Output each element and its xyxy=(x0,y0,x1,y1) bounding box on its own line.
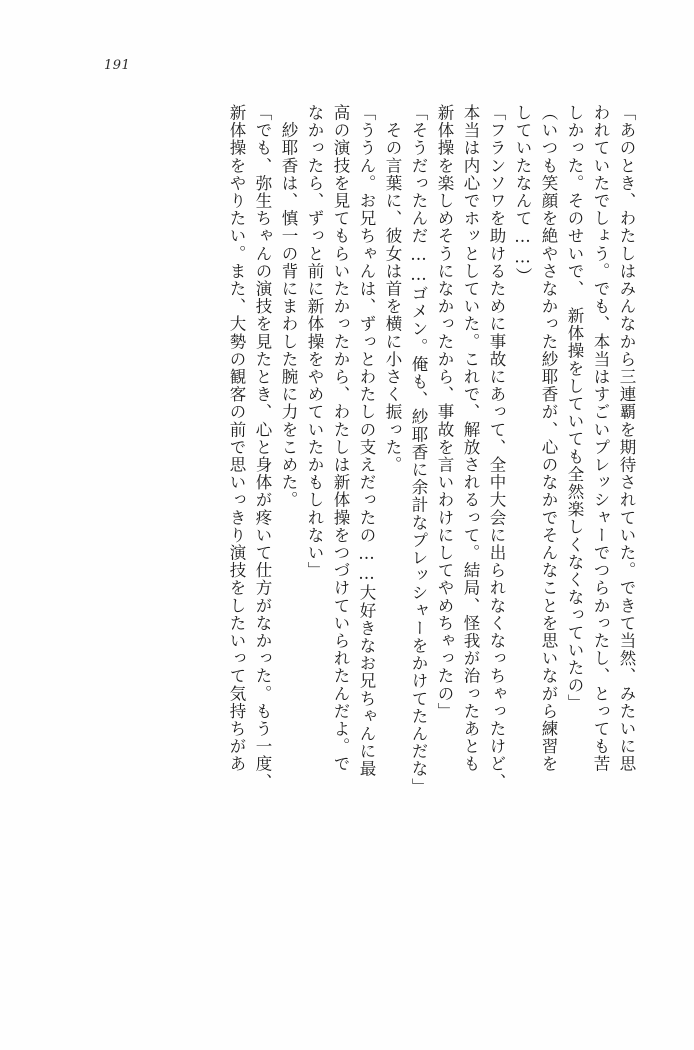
vertical-text-body xyxy=(88,104,634,934)
text-column: 新体操を楽しめそうになかったから、事故を言いわけにしてやめちゃったの」 xyxy=(435,104,454,720)
text-column: 高の演技を見てもらいたかったから、わたしは新体操をつづけていられたんだよ。で xyxy=(331,104,350,773)
text-column: われていたでしょう。でも、本当はすごいプレッシャーでつらかったし、とっても苦 xyxy=(591,104,610,773)
text-column: 新体操をやりたい。また、大勢の観客の前で思いっきり演技をしたいって気持ちがあ xyxy=(227,104,246,773)
text-column: 「ううん。お兄ちゃんは、ずっとわたしの支えだったの……大好きなお兄ちゃんに最 xyxy=(357,104,376,778)
page-number: 191 xyxy=(104,58,131,73)
text-column: していたなんて……） xyxy=(513,104,532,285)
text-column: 「そうだったんだ……ゴメン。俺も、紗耶香に余計なプレッシャーをかけてたんだな」 xyxy=(409,104,428,796)
text-column: 「フランソワを助けるために事故にあって、全中大会に出られなくなっちゃったけど、 xyxy=(487,104,506,791)
text-column: 紗耶香は、慎一の背にまわした腕に力をこめた。 xyxy=(279,104,298,509)
text-column: （いつも笑顔を絶やさなかった紗耶香が、心のなかでそんなことを思いながら練習を xyxy=(539,104,558,773)
text-column: しかった。そのせいで、 新体操をしていても全然楽しくなくなっていたの」 xyxy=(565,104,584,712)
text-column: 「あのとき、わたしはみんなから三連覇を期待されていた。できて当然、みたいに思 xyxy=(617,104,636,773)
text-column: その言葉に、彼女は首を横に小さく振った。 xyxy=(383,104,402,474)
text-column: 「でも、弥生ちゃんの演技を見たとき、心と身体が疼いて仕方がなかった。もう一度、 xyxy=(253,104,272,791)
text-column: なかったら、ずっと前に新体操をやめていたかもしれない」 xyxy=(305,104,324,580)
text-column: 本当は内心でホッとしていた。これで、解放されるって。結局、怪我が治ったあとも xyxy=(461,104,480,773)
